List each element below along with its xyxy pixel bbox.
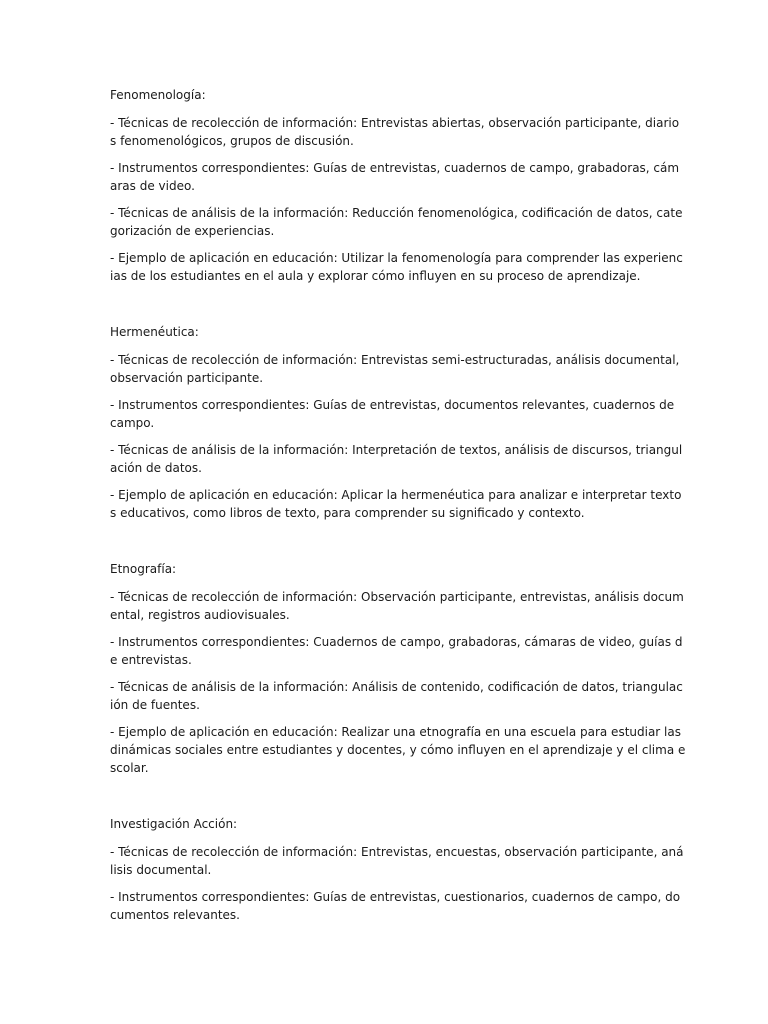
paragraph-line: - Técnicas de recolección de información: Entrevistas semi-estructuradas, análisis documental, (110, 353, 680, 367)
paragraph-line: - Instrumentos correspondientes: Guías de entrevistas, documentos relevantes, cuadernos de (110, 398, 675, 412)
section-heading: Fenomenología: (110, 88, 206, 102)
section-heading: Hermenéutica: (110, 325, 199, 339)
paragraph-instrumentos (110, 888, 681, 924)
paragraph-line: ación de datos. (110, 461, 202, 475)
paragraph-line: - Técnicas de análisis de la información: Interpretación de textos, análisis de discursos, triangul (110, 443, 683, 457)
paragraph-line: campo. (110, 416, 155, 430)
paragraph-line: - Ejemplo de aplicación en educación: Realizar una etnografía en una escuela para estudiar las (110, 725, 681, 739)
section-heading: Etnografía: (110, 562, 177, 576)
section-investigacion-accion (110, 815, 684, 924)
paragraph-line: - Instrumentos correspondientes: Guías de entrevistas, cuestionarios, cuadernos de campo, do (110, 890, 681, 904)
paragraph-ejemplo-educacion (110, 249, 683, 285)
paragraph-line: dinámicas sociales entre estudiantes y docentes, y cómo influyen en el aprendizaje y el clima e (110, 743, 686, 757)
paragraph-tecnicas-analisis (110, 678, 683, 714)
paragraph-tecnicas-analisis (110, 441, 683, 477)
paragraph-tecnicas-recoleccion (110, 588, 684, 624)
paragraph-line: aras de video. (110, 179, 195, 193)
paragraph-line: - Técnicas de recolección de información: Entrevistas abiertas, observación participante, diario (110, 116, 680, 130)
paragraph-instrumentos (110, 633, 683, 669)
paragraph-line: cumentos relevantes. (110, 908, 240, 922)
paragraph-line: - Instrumentos correspondientes: Cuadernos de campo, grabadoras, cámaras de video, guías d (110, 635, 683, 649)
paragraph-line: observación participante. (110, 371, 264, 385)
paragraph-instrumentos (110, 159, 680, 195)
paragraph-line: lisis documental. (110, 863, 212, 877)
paragraph-tecnicas-recoleccion (110, 843, 684, 879)
paragraph-line: gorización de experiencias. (110, 224, 275, 238)
paragraph-line: ión de fuentes. (110, 698, 200, 712)
paragraph-line: ias de los estudiantes en el aula y explorar cómo influyen en su proceso de aprendizaje. (110, 269, 641, 283)
paragraph-instrumentos (110, 396, 675, 432)
paragraph-line: s educativos, como libros de texto, para comprender su significado y contexto. (110, 506, 585, 520)
paragraph-line: - Técnicas de análisis de la información: Análisis de contenido, codificación de datos, triangulac (110, 680, 683, 694)
section-etnografia (110, 560, 686, 777)
paragraph-line: scolar. (110, 761, 149, 775)
paragraph-line: e entrevistas. (110, 653, 192, 667)
section-fenomenologia (110, 86, 683, 285)
paragraph-tecnicas-analisis (110, 204, 683, 240)
paragraph-line: - Técnicas de recolección de información: Entrevistas, encuestas, observación participante, aná (110, 845, 684, 859)
paragraph-line: s fenomenológicos, grupos de discusión. (110, 134, 354, 148)
paragraph-line: - Instrumentos correspondientes: Guías de entrevistas, cuadernos de campo, grabadoras, cám (110, 161, 680, 175)
paragraph-line: - Ejemplo de aplicación en educación: Utilizar la fenomenología para comprender las experienc (110, 251, 683, 265)
paragraph-tecnicas-recoleccion (110, 351, 680, 387)
paragraph-tecnicas-recoleccion (110, 114, 680, 150)
section-hermeneutica (110, 323, 683, 522)
section-heading: Investigación Acción: (110, 817, 238, 831)
paragraph-line: - Ejemplo de aplicación en educación: Aplicar la hermenéutica para analizar e interpretar texto (110, 488, 682, 502)
document-page (110, 86, 686, 933)
paragraph-ejemplo-educacion (110, 486, 682, 522)
paragraph-ejemplo-educacion (110, 723, 686, 777)
paragraph-line: ental, registros audiovisuales. (110, 608, 290, 622)
paragraph-line: - Técnicas de recolección de información: Observación participante, entrevistas, análisis docum (110, 590, 684, 604)
paragraph-line: - Técnicas de análisis de la información: Reducción fenomenológica, codificación de datos, cate (110, 206, 683, 220)
